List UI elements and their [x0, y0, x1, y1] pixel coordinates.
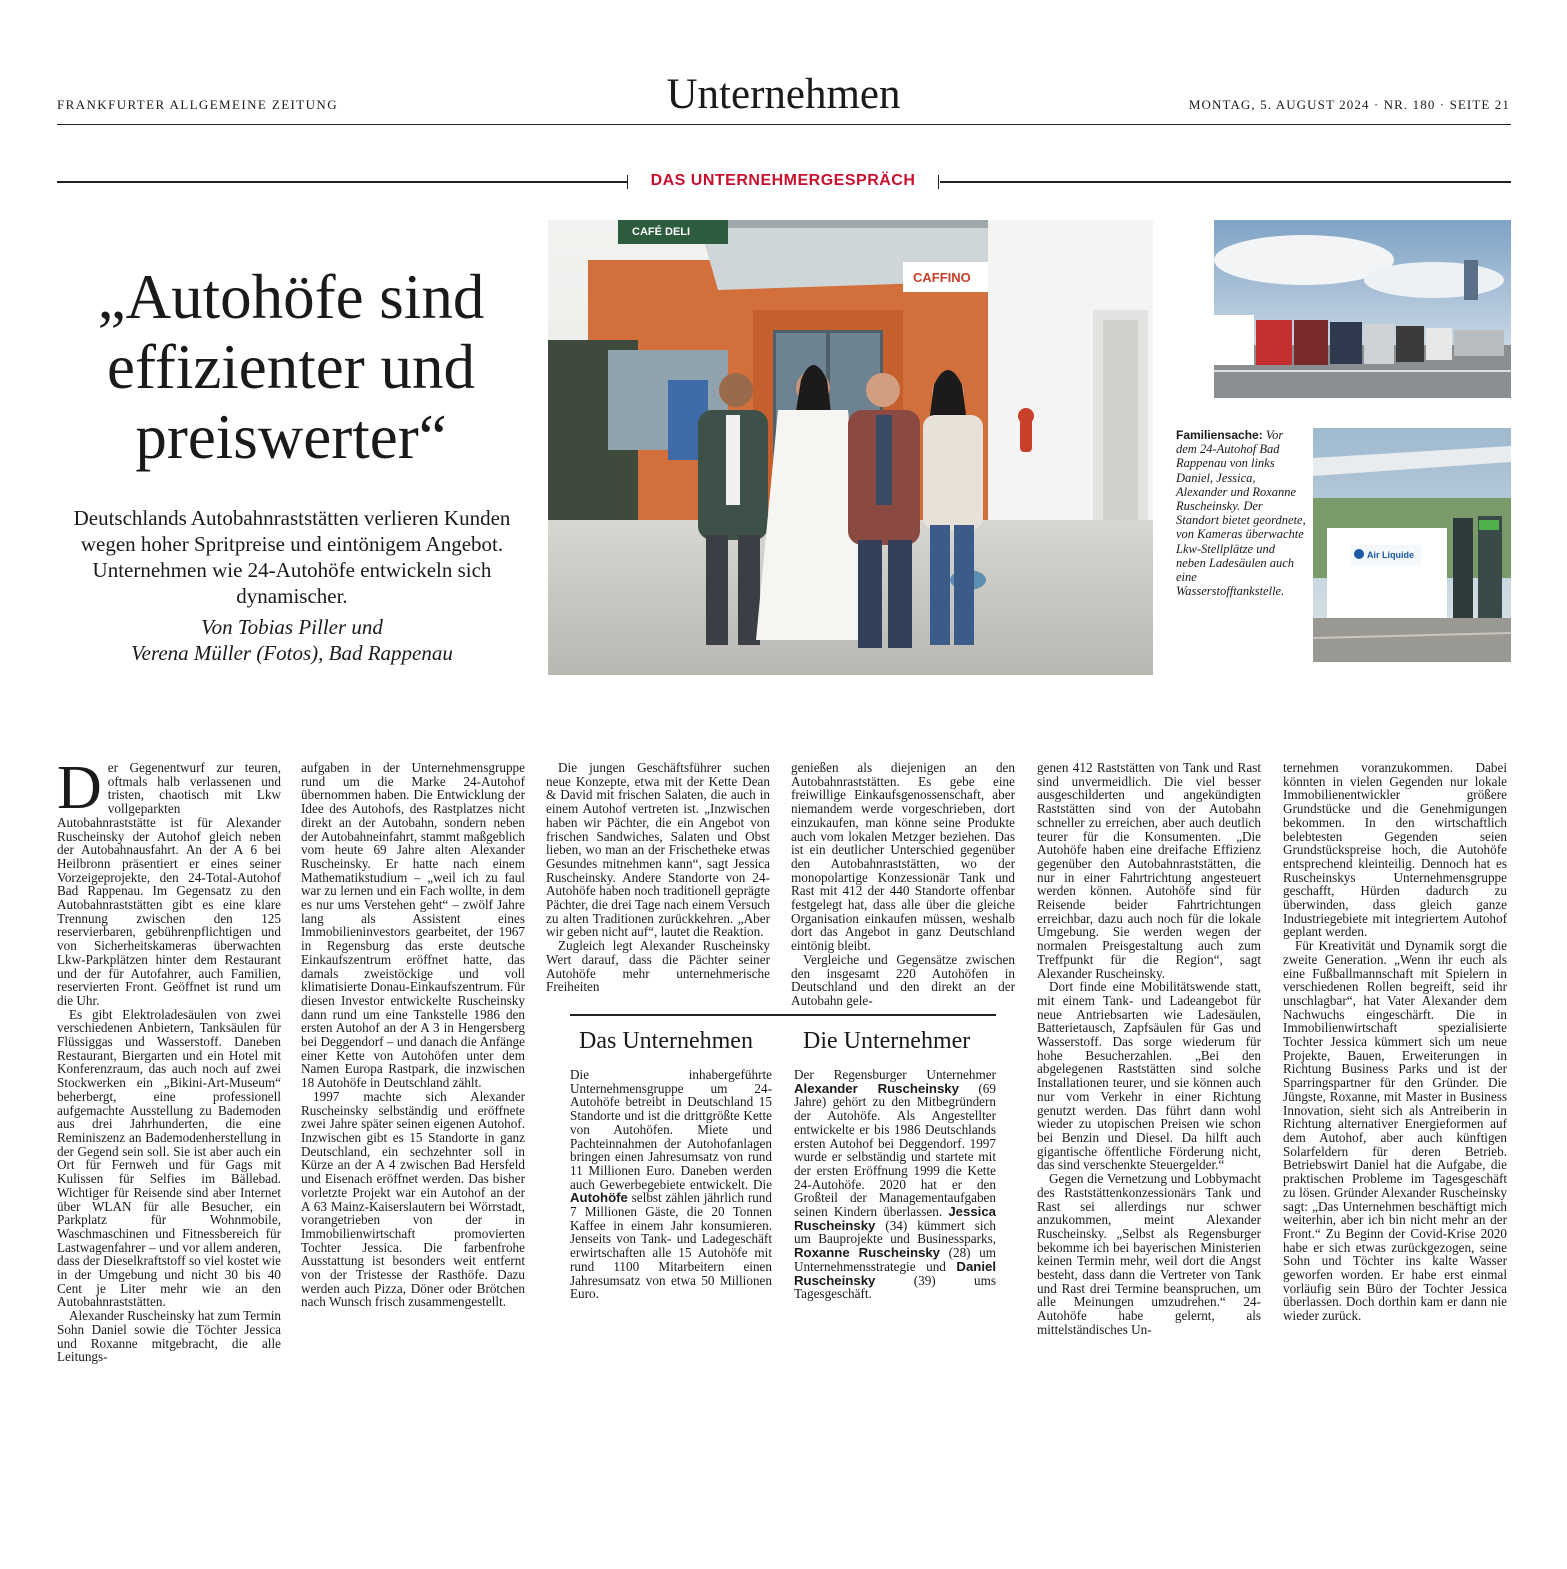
section-title: Unternehmen — [666, 71, 901, 118]
masthead-divider — [57, 124, 1511, 125]
article-paragraph: Die jungen Geschäftsführer suchen neue Konzepte, etwa mit der Kette Dean & David mit frischen Salaten, die auch in einem Autohof vertreten ist. „Inzwischen haben wir Pächter, die ein Angebot von frischen Sandwiches, Salaten und Obst lieben, wo man an der Frischetheke etwas Gesundes mitnehmen kann“, sagt Jessica Ruscheinsky. Andere Standorte von 24-Autohöfe haben noch traditionell geprägte Pächter, die drei Tage nach einem Versuch zu alten Traditionen zurückkehren. „Aber wir geben nicht auf“, lautet die Reaktion. — [546, 760, 770, 940]
article-lede: Deutschlands Autobahnraststätten verlieren Kunden wegen hoher Spritpreise und eintönigem Angebot. Unternehmen wie 24-Autohöfe entwickeln sich dynamischer. — [73, 506, 511, 608]
issue-info: MONTAG, 5. AUGUST 2024 · NR. 180 · SEITE 21 — [1188, 97, 1510, 112]
article-paragraph: Alexander Ruscheinsky hat zum Termin Sohn Daniel sowie die Töchter Jessica und Roxanne mitgebracht, die alle Leitungs- — [57, 1308, 281, 1365]
rubric-label: DAS UNTERNEHMERGESPRÄCH — [650, 172, 916, 189]
infobox-entrepreneurs-text: Der Regensburger Unternehmer Alexander Ruscheinsky (69 Jahre) gehört zu den Mitbegründern der Autohöfe. Als Angestellter entwickelte er bis 1986 Deutschlands ersten Autohof bei Deggendorf. 1997 wurde er selbständig und startete mit der ersten Eröffnung 1999 die Kette 24-Autohöfe. 2020 hat er den Großteil der Managementaufgaben seinen Kindern überlassen. Jessica Ruscheinsky (34) kümmert sich um Bauprojekte und Businessparks, Roxanne Ruscheinsky (28) um Unternehmensstrategie und Daniel Ruscheinsky (39) ums Tagesgeschäft. — [794, 1067, 997, 1302]
infobox-company — [570, 1026, 772, 1301]
article-paragraph: ternehmen voranzukommen. Dabei könnten in vielen Gegenden nur lokale Immobilienentwickler größere Grundstücke und die Genehmigungen bekommen. In den wirtschaftlich belebtesten Gegenden seien Grundstückspreise hoch, die Autohöfe entsprechend kleinteilig. Dennoch hat es Ruscheinskys Unternehmensgruppe geschafft, Hürden dadurch zu überwinden, dass gleich ganze Industriegebiete mit integriertem Autohof geplant werden. — [1283, 760, 1507, 940]
article-headline: „Autohöfe sind effizienter und preiswerter“ — [97, 262, 485, 472]
air-liquide-sign: Air Liquide — [1367, 550, 1414, 560]
infobox-rule — [570, 1014, 996, 1016]
newspaper-name: FRANKFURTER ALLGEMEINE ZEITUNG — [57, 97, 338, 112]
article-paragraph: Dort finde eine Mobilitätswende statt, mit einem Tank- und Ladeangebot für neue Antriebsarten wie Ladesäulen, Batterietausch, Zapfsäulen für Gas und Wasserstoff. Das sorge wiederum für hohe Besucherzahlen. „Bei den abgelegenen Raststätten sind solche Installationen teurer, und sie können auch nur vom Verkehr in einer Richtung genutzt werden. Das führt dann wohl wieder zu utopischen Preisen wie schon bei Benzin und Diesel. Da hilft auch gigantische öffentliche Förderung nicht, das sind verschenkte Steuergelder.“ — [1037, 979, 1261, 1173]
article-column-2 — [301, 761, 525, 1309]
byline-photographer: Verena Müller (Fotos), Bad Rappenau — [131, 641, 453, 665]
rubric-rule-left — [57, 181, 627, 183]
article-byline — [70, 614, 514, 666]
drop-cap: D — [57, 754, 102, 822]
photo-truck-parking — [1214, 220, 1511, 398]
article-paragraph: genen 412 Raststätten von Tank und Rast sind unvermeidlich. Die viel besser ausgeschilderten und angekündigten Raststätten sind von der Autobahn schneller zu erreichen, aber auch deutlich teurer für die Konsumenten. „Die Autohöfe haben eine dreifache Effizienz gegenüber den Autobahnraststätten, die nur in einer Fahrtrichtung angesteuert werden können. Autohöfe sind für Reisende beider Fahrtrichtungen erreichbar, dazu auch noch für die lokale Umgebung. Sie werden wegen der normalen Preisgestaltung auch zum Treffpunkt für die Region“, sagt Alexander Ruscheinsky. — [1037, 760, 1261, 981]
article-paragraph: Gegen die Vernetzung und Lobbymacht des Raststättenkonzessionärs Tank und Rast sei allerdings nur schwer anzukommen, meint Alexander Ruscheinsky. „Selbst als Regensburger bekomme ich bei bayerischen Ministerien keinen Termin mehr, weil dort die Angst besteht, dass dann die Vertreter von Tank und Rast drei Termine beanspruchen, um alle Meinungen umzudrehen.“ 24-Autohöfe habe gelernt, als mittelständisches Un- — [1037, 1171, 1261, 1337]
article-paragraph: 1997 machte sich Alexander Ruscheinsky selbständig und eröffnete zwei Jahre später seinen eigenen Autohof. Inzwischen gibt es 15 Standorte in ganz Deutschland, ein sechzehnter soll in Kürze an der A 4 zwischen Bad Hersfeld und Eisenach eröffnet werden. Das bisher vorletzte Projekt war ein Autohof an der A 63 Mainz-Kaiserslautern bei Wörrstadt, vorangetrieben von der in Immobilienwirtschaft promovierten Tochter Jessica. Die farbenfrohe Ausstattung ist besonders weit entfernt von der Tristesse der Rasthöfe. Dazu werden auch Pizza, Döner oder Brötchen nach Wunsch frisch zusammengestellt. — [301, 1088, 525, 1310]
article-paragraph: genießen als diejenigen an den Autobahnraststätten. Es gebe eine freiwillige Einkaufsgenossenschaft, aber niemandem werde vorgeschrieben, dort einzukaufen, man könne seine Produkte auch vom lokalen Metzger beziehen. Das ist ein deutlicher Unterschied gegenüber den Autobahnraststätten, wo der monopolartige Konzessionär Tank und Rast mit 412 der 440 Standorte offenbar festgelegt hat, dass alle über die gleiche Organisation einkaufen müssen, weshalb dort das Angebot in ganz Deutschland eintönig bleibt. — [791, 760, 1015, 954]
article-column-3 — [546, 761, 770, 994]
caption-body: Vor dem 24-Autohof Bad Rappenau von links Daniel, Jessica, Alexander und Roxanne Ruscheinsky. Der Standort bietet geordnete, von Kameras überwachte Lkw-Stellplätze und neben Ladesäulen auch eine Wasserstofftankstelle. — [1176, 428, 1306, 599]
article-column-6 — [1283, 761, 1507, 1323]
infobox-company-text: Die inhabergeführte Unternehmensgruppe um 24-Autohöfe betreibt in Deutschland 15 Standorte und ist die drittgrößte Kette von Autohöfen. Miete und Pachteinnahmen der Autohofanlagen bringen einen Jahresumsatz von rund 11 Millionen Euro. Daneben werden auch Gewerbegebiete entwickelt. Die Autohöfe selbst zählen jährlich rund 7 Millionen Gäste, die 20 Tonnen Kaffee in einem Jahr konsumieren. Jenseits von Tank- und Ladegeschäft erwirtschaften alle 15 Autohöfe mit rund 1100 Mitarbeitern einen Jahresumsatz von etwa 50 Millionen Euro. — [570, 1067, 772, 1302]
infobox-entrepreneurs — [794, 1026, 996, 1301]
caption-heading: Familiensache: — [1176, 428, 1263, 442]
caffino-sign: CAFFINO — [913, 270, 971, 285]
article-paragraph: Vergleiche und Gegensätze zwischen den insgesamt 220 Autohöfen in Deutschland und den direkt an der Autobahn gele- — [791, 951, 1015, 1008]
article-column-5 — [1037, 761, 1261, 1337]
infobox-entrepreneurs-title: Die Unternehmer — [803, 1028, 971, 1054]
photo-family-autohof — [548, 220, 1153, 675]
rubric-rule-right — [940, 181, 1511, 183]
article-paragraph: Es gibt Elektroladesäulen von zwei verschiedenen Anbietern, Tanksäulen für Flüssiggas und Wasserstoff. Daneben Restaurant, Biergarten und ein Hotel mit Konferenzraum, das auch noch auf zwei Stockwerken ein „Bikini-Art-Museum“ beherbergt, eine professionell aufgemachte Ausstellung zu Bademoden aus drei Jahrhunderten, die eine Reminiszenz an Bademodenherstellung in der Gegend sein soll. Sie ist aber auch ein Ort für Fernweh und für Gags mit Kulissen für Selfies im Bällebad. Wichtiger für Reisende sind aber Internet über WLAN für alle Besucher, ein Parkplatz für Wohnmobile, Waschmaschinen und Fitnessbereich für Lastwagenfahrer – und vor allem anderen, dass der Dieselkraftstoff so viel kostet wie in der Umgebung und nicht 30 bis 40 Cent je Liter mehr wie an den Autobahnraststätten. — [57, 1006, 281, 1310]
article-paragraph: Zugleich legt Alexander Ruscheinsky Wert darauf, dass die Pächter seiner Autohöfe mehr unternehmerische Freiheiten — [546, 938, 770, 995]
photo-hydrogen-station — [1313, 428, 1511, 662]
article-column-4 — [791, 761, 1015, 1008]
photo-caption — [1176, 428, 1306, 598]
byline-author: Von Tobias Piller und — [201, 615, 383, 639]
rubric-tick-right — [938, 175, 939, 189]
cafe-deli-sign: CAFÉ DELI — [632, 226, 691, 238]
article-paragraph: er Gegenentwurf zur teuren, oftmals halb verlassenen und tristen, chaotisch mit Lkw vollgeparkten Autobahnraststätte ist für Alexander Ruscheinsky der Autohof gleich neben der Autobahnausfahrt. An der A 6 bei Heilbronn präsentiert er eines seiner Vorzeigeprojekte, den 24-Total-Autohof Bad Rappenau. Im Gegensatz zu den Autobahnraststätten gibt es eine klare Trennung zwischen den 125 reservierbaren, gebührenpflichtigen und von Sicherheitskameras überwachten Lkw-Parkplätzen hinter dem Restaurant und der für Autofahrer, auch Familien, reservierten Front. Geöffnet ist rund um die Uhr. — [57, 760, 281, 1008]
article-column-1 — [57, 754, 281, 1365]
article-paragraph: Für Kreativität und Dynamik sorgt die zweite Generation. „Wenn ihr euch als eine Fußballmannschaft mit Spielern in verschiedenen Rollen begreift, seid ihr unschlagbar“, hat Vater Alexander dem Nachwuchs eingeschärft. Die in Immobilienwirtschaft spezialisierte Tochter Jessica kümmert sich um neue Projekte, Bauen, Erweiterungen in Richtung Business Parks und ist der Sparringspartner für den Gründer. Die Jüngste, Roxanne, mit Master in Business Innovation, sieht sich als Antreiberin in Richtung alternativer Energieformen auf dem Autohof, aber auch künftigen Solarfeldern für deren Betrieb. Betriebswirt Daniel hat die Aufgabe, die praktischen Probleme im Tagesgeschäft zu lösen. Gründer Alexander Ruscheinsky sagt: „Das Unternehmen beschäftigt mich weiterhin, aber ich bin nicht mehr an der Front.“ Zu Beginn der Covid-Krise 2020 habe er sich etwas zurückgezogen, seine Sohn und Töchter ins kalte Wasser geworfen worden. Er habe erst einmal vorläufig sein Büro der Tochter Jessica überlassen. Doch dorthin kam er dann nie wieder zurück. — [1283, 938, 1507, 1324]
article-paragraph: aufgaben in der Unternehmensgruppe rund um die Marke 24-Autohof übernommen haben. Die Entwicklung der Idee des Autohofs, des Rastplatzes nicht direkt an der Autobahn, sondern neben der Autobahneinfahrt, stammt maßgeblich vom heute 69 Jahre alten Alexander Ruscheinsky. Er hatte nach einem Mathematikstudium – „weil ich zu faul war zu lernen und ein Fach wollte, in dem es nur ums Verstehen geht“ – zwölf Jahre lang als Assistent eines Immobilieninvestors gearbeitet, der 1967 in Regensburg das erste deutsche Einkaufszentrum eröffnet hatte, das damals zweistöckige und voll klimatisierte Donau-Einkaufszentrum. Für diesen Investor entwickelte Ruscheinsky dann rund um eine Tankstelle 1986 den ersten Autohof an der A 3 in Hengersberg bei Deggendorf – und danach die Anfänge einer Kette von Autohöfen unter dem Namen Europa Rastpark, die inzwischen 18 Autohöfe in Deutschland zählt. — [301, 760, 525, 1091]
infobox-company-title: Das Unternehmen — [579, 1028, 753, 1054]
